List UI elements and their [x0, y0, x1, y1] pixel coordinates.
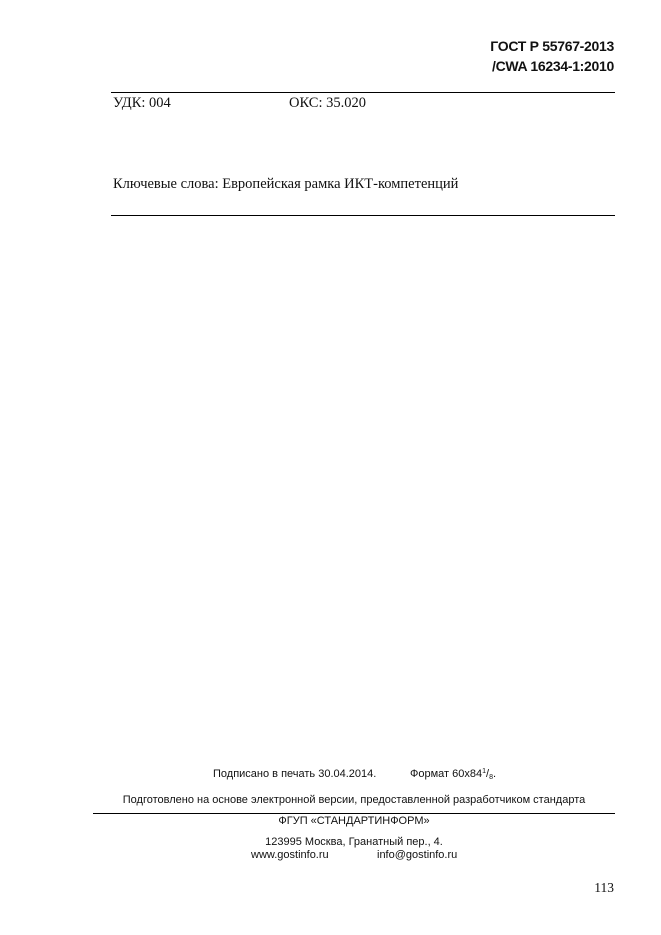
signed-to-print: Подписано в печать 30.04.2014.	[213, 768, 377, 780]
udk-code: УДК: 004	[113, 95, 171, 111]
page-number: 113	[594, 880, 614, 895]
prepared-note: Подготовлено на основе электронной версии, предоставленной разработчиком стандарта	[122, 794, 586, 806]
keywords-rule	[111, 215, 615, 216]
email-link[interactable]: info@gostinfo.ru	[377, 849, 458, 861]
footer-rule	[93, 813, 615, 814]
format-denominator: 8	[489, 774, 493, 781]
website-link[interactable]: www.gostinfo.ru	[251, 849, 329, 861]
publisher-address: 123995 Москва, Гранатный пер., 4.	[265, 836, 443, 848]
format-prefix: Формат 60x84	[410, 768, 483, 780]
format-suffix: .	[492, 768, 497, 780]
keywords: Ключевые слова: Европейская рамка ИКТ-компетенций	[113, 176, 459, 192]
paper-format: Формат $60x84^1/_8$.	[410, 768, 497, 781]
oks-code: ОКС: 35.020	[289, 95, 366, 111]
standard-cwa-number: /CWA 16234-1:2010	[491, 58, 614, 74]
format-numerator: 1	[482, 768, 487, 775]
top-rule	[111, 92, 615, 93]
publisher-name: ФГУП «СТАНДАРТИНФОРМ»	[278, 815, 430, 827]
standard-number: ГОСТ Р 55767-2013	[490, 38, 614, 54]
